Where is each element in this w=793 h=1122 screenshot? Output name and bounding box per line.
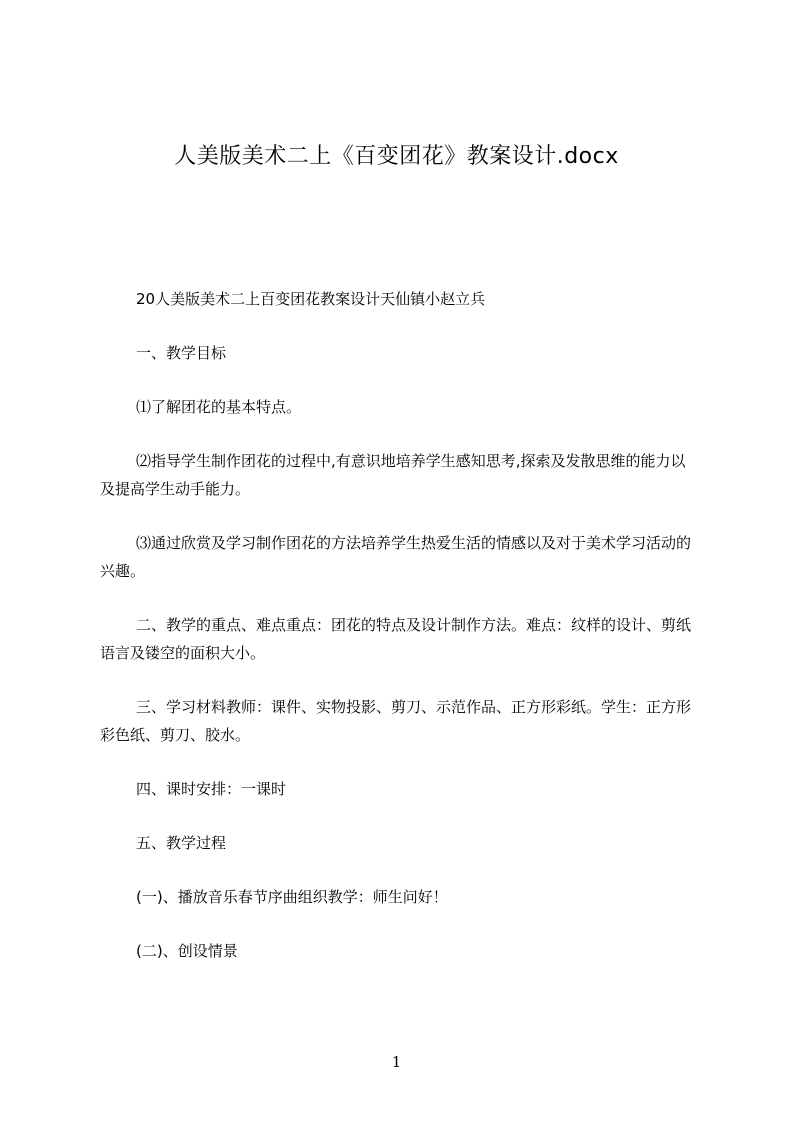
- goal-item-2: ⑵指导学生制作团花的过程中,有意识地培养学生感知思考,探索及发散思维的能力以及提高学生动手能力。: [100, 452, 686, 498]
- section-teaching-process: 五、教学过程: [136, 834, 227, 852]
- process-step-2: (二)、创设情景: [136, 942, 238, 960]
- page-number: 1: [391, 1053, 402, 1071]
- section-key-points: 二、教学的重点、难点重点：团花的特点及设计制作方法。难点：纹样的设计、剪纸语言及镂空的面积大小。: [100, 616, 692, 662]
- process-step-1: (一)、播放音乐春节序曲组织教学：师生问好！: [136, 888, 448, 906]
- goal-item-1: ⑴了解团花的基本特点。: [136, 398, 302, 416]
- goal-item-3: ⑶通过欣赏及学习制作团花的方法培养学生热爱生活的情感以及对于美术学习活动的兴趣。: [100, 534, 692, 580]
- section-schedule: 四、课时安排：一课时: [136, 780, 287, 798]
- document-body: [100, 285, 700, 991]
- document-title: 人美版美术二上《百变团花》教案设计.docx: [174, 144, 619, 169]
- section-teaching-goals: 一、教学目标: [136, 344, 227, 362]
- paragraph-heading-line: 20人美版美术二上百变团花教案设计天仙镇小赵立兵: [136, 290, 486, 308]
- section-materials: 三、学习材料教师：课件、实物投影、剪刀、示范作品、正方形彩纸。学生：正方形彩色纸、剪刀、胶水。: [100, 698, 692, 744]
